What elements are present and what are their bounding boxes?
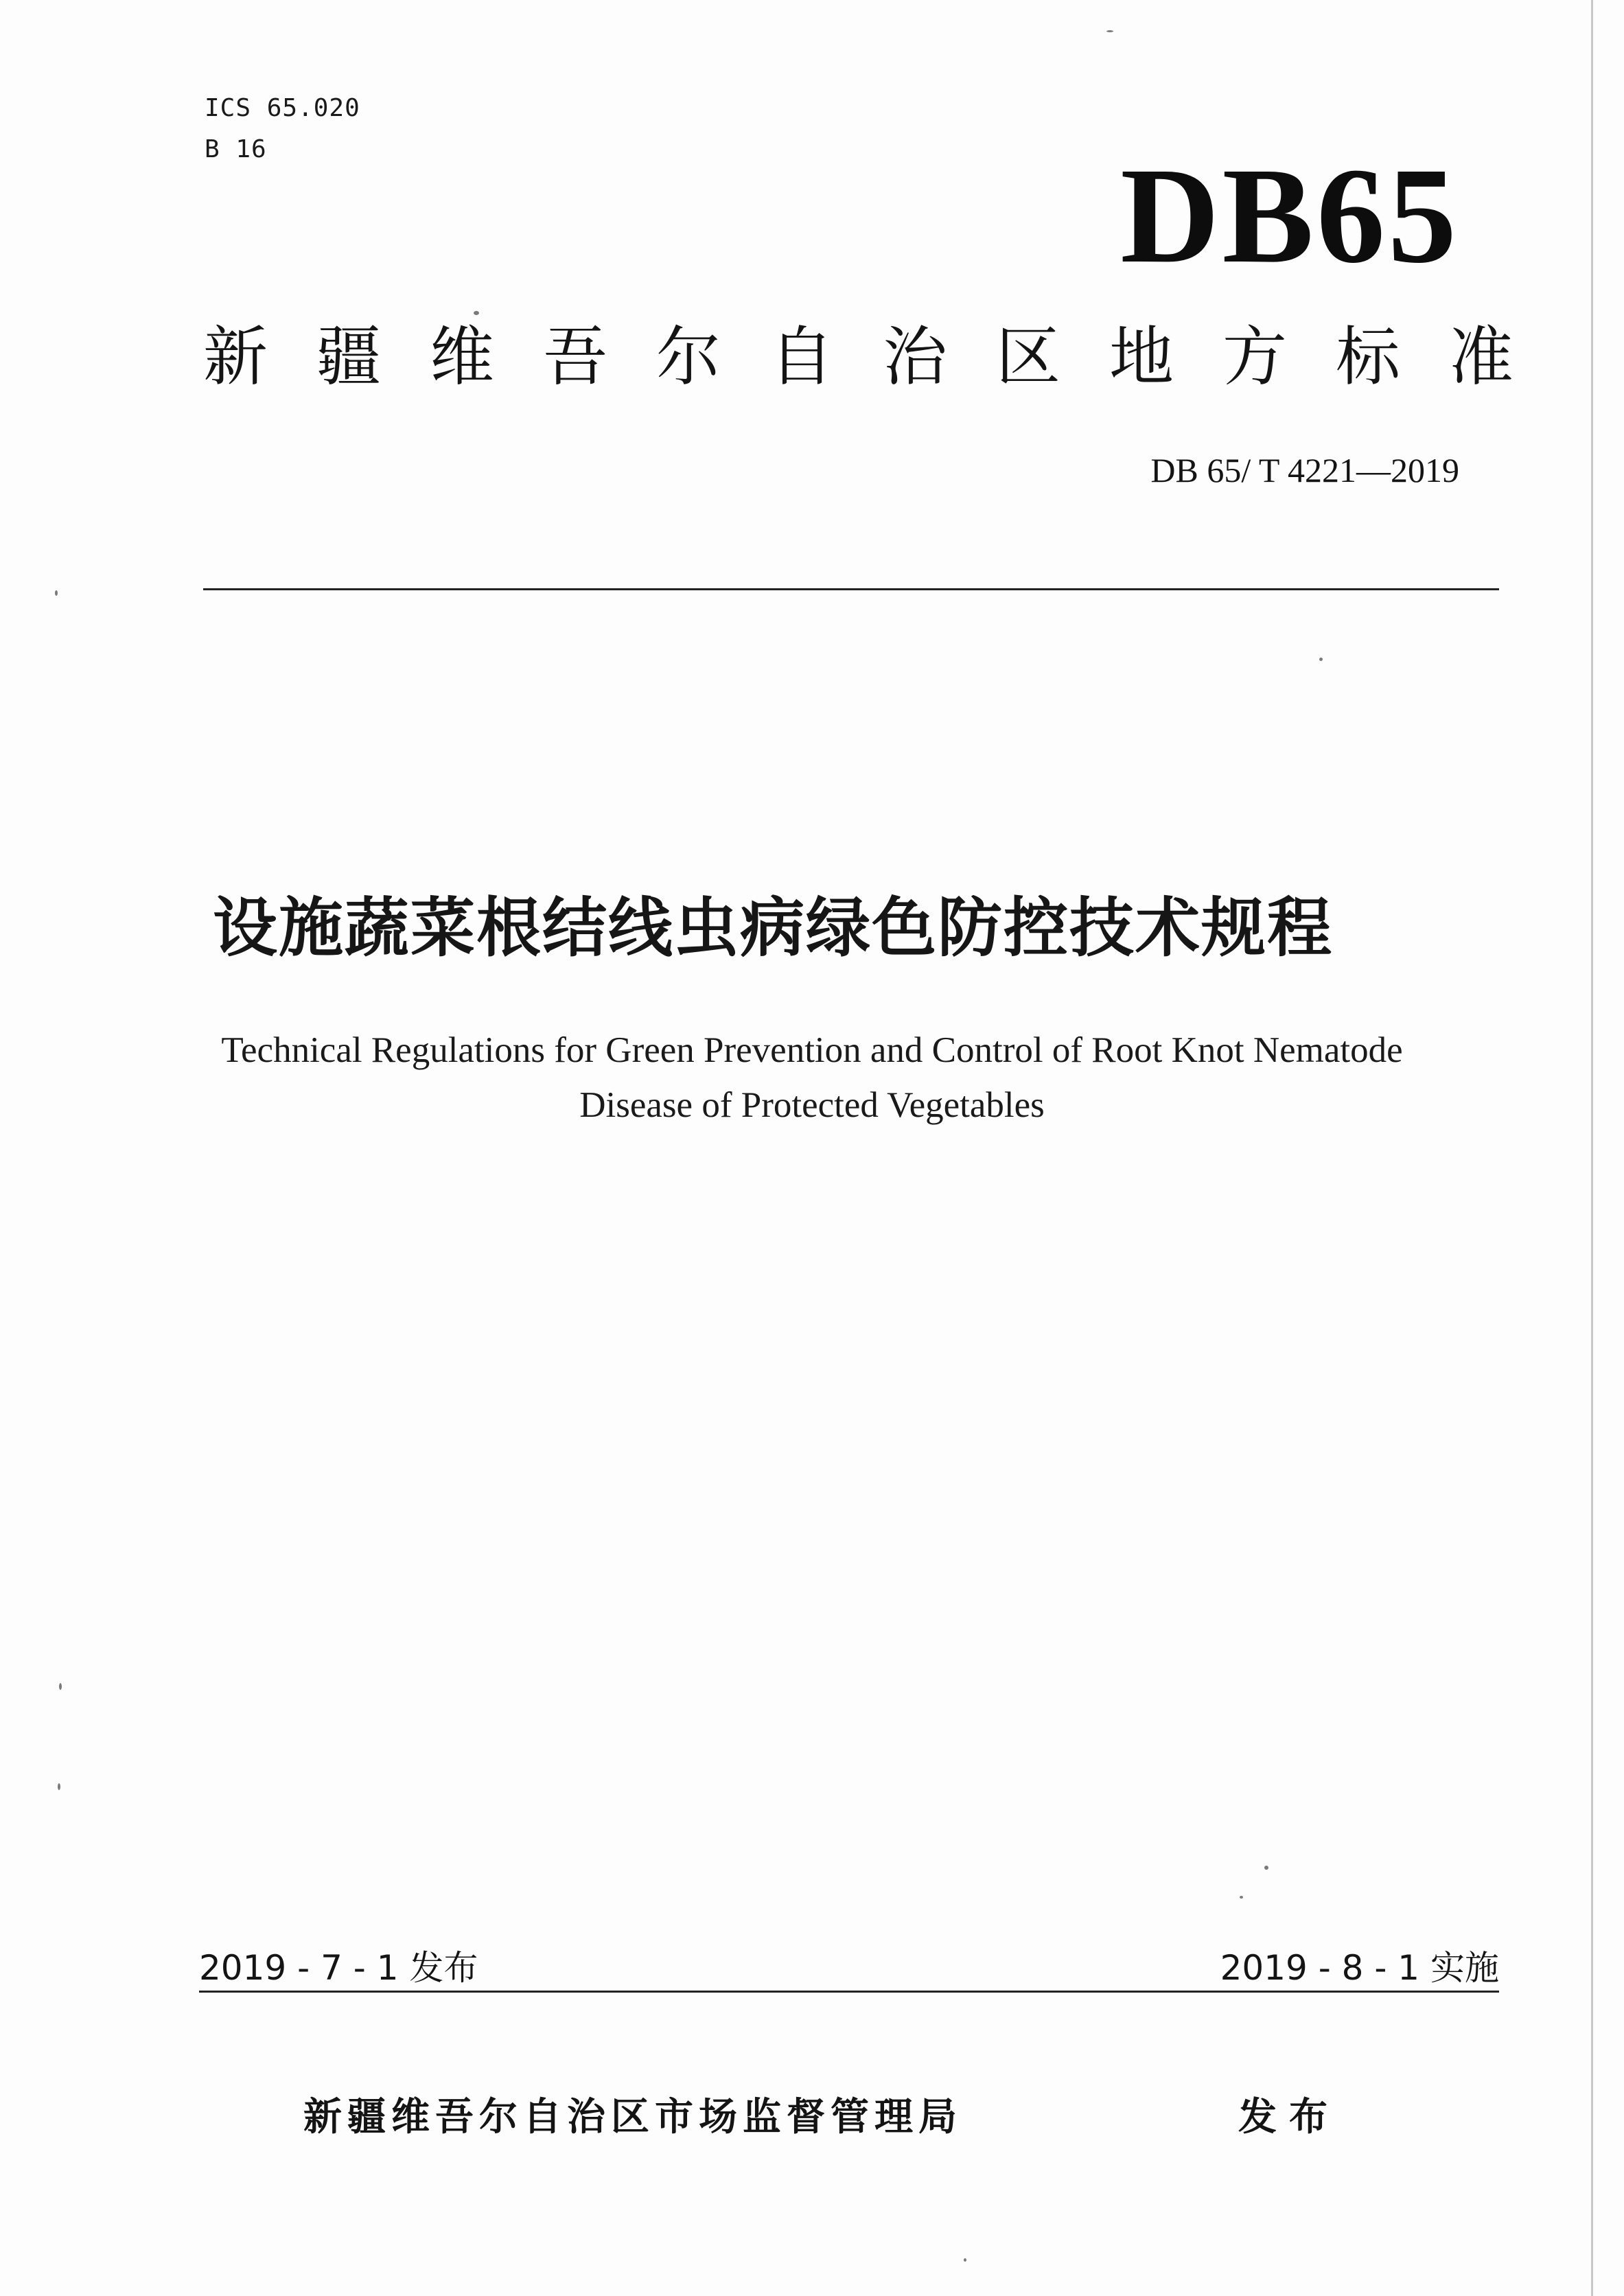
bottom-divider [199,1991,1499,1993]
ics-code: ICS 65.020 [205,94,360,122]
ccs-code: B 16 [205,135,267,163]
scan-speck [55,590,58,596]
title-english [162,1023,1462,1133]
standard-type-heading: 新疆维吾尔自治区地方标准 [203,320,1563,395]
scan-speck [474,311,479,315]
scan-speck [1264,1866,1268,1870]
publish-label: 发布 [1238,2095,1340,2140]
top-divider [203,588,1499,590]
implementation-date: 2019 - 8 - 1 实施 [1220,1948,1499,1988]
scan-speck [59,1683,62,1690]
publisher-name: 新疆维吾尔自治区市场监督管理局 [303,2095,962,2140]
standard-logo: DB65 [1120,140,1459,292]
standard-number: DB 65/ T 4221—2019 [1150,451,1459,489]
issue-date: 2019 - 7 - 1 发布 [199,1948,478,1988]
title-chinese: 设施蔬菜根结线虫病绿色防控技术规程 [213,891,1334,966]
title-english-line-2: Disease of Protected Vegetables [579,1085,1045,1125]
title-english-line-1: Technical Regulations for Green Prevention and Control of Root Knot Nematode [221,1030,1403,1070]
scan-speck [1240,1896,1243,1899]
scan-speck [1106,30,1113,32]
scan-speck [964,2258,966,2262]
scan-page-edge [1591,0,1593,2296]
scan-speck [1319,658,1323,661]
scan-speck [58,1783,60,1790]
